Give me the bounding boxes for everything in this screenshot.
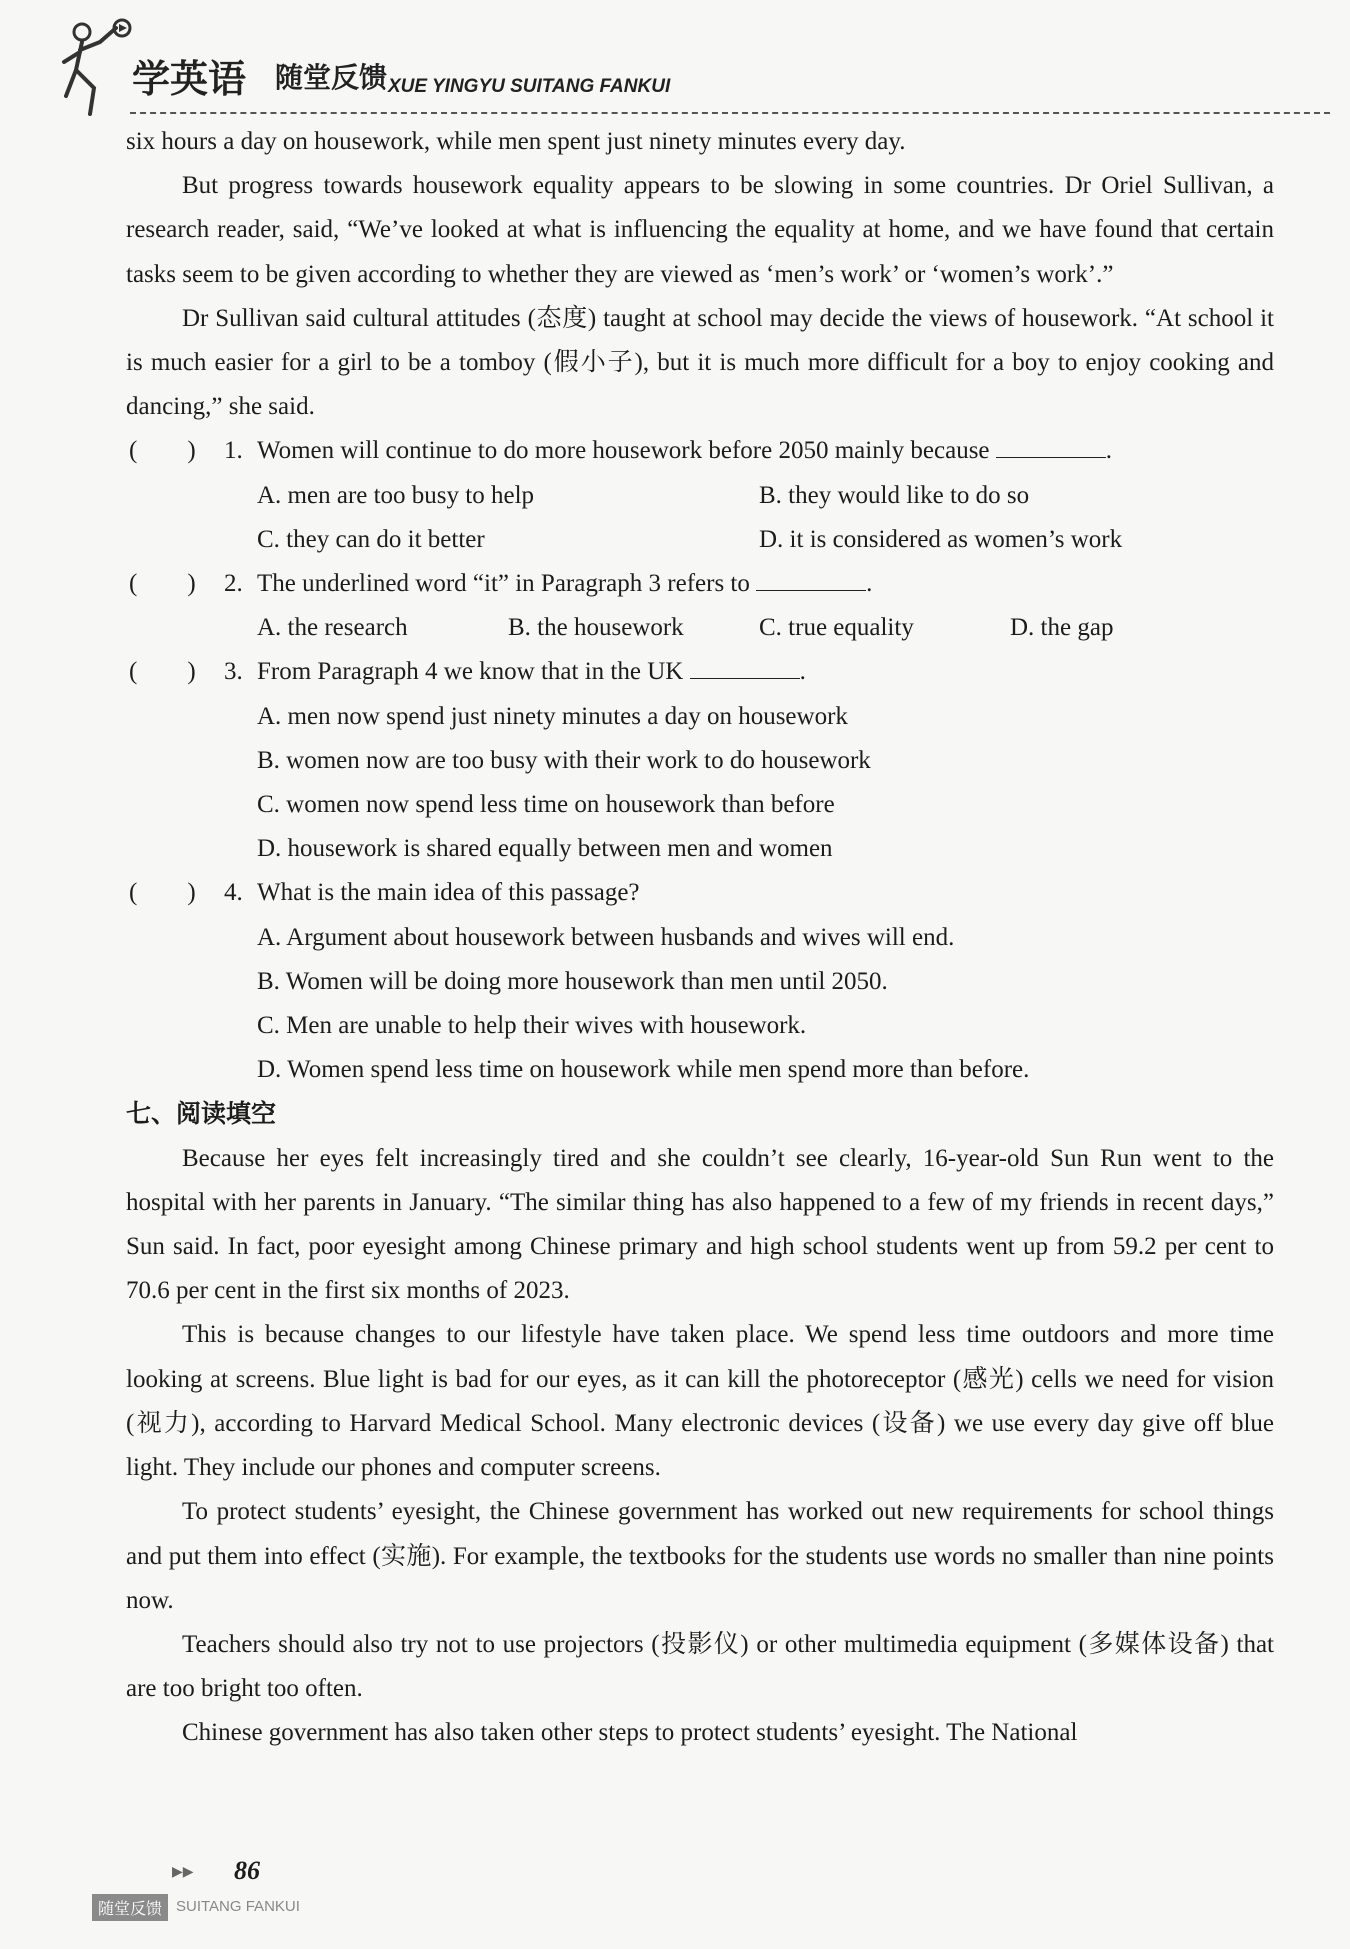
options-row	[126, 606, 1274, 650]
footer-tag-pinyin: SUITANG FANKUI	[176, 1898, 300, 1915]
question-end: .	[866, 570, 873, 598]
option: D. housework is shared equally between men and women	[257, 835, 833, 863]
passage-b-paragraph: To protect students’ eyesight, the Chinese government has worked out new requirements for school things and put them into effect (实施). For example, the textbooks for the students use words no smaller than nine points now.	[126, 1498, 1274, 1614]
question-number: 3.	[224, 658, 243, 686]
option: A. Argument about housework between husbands and wives will end.	[257, 923, 955, 951]
question-number: 2.	[224, 570, 243, 598]
question-4	[126, 871, 1274, 915]
passage-b-paragraph: Teachers should also try not to use projectors (投影仪) or other multimedia equipment (多媒体设备) that are too bright too often.	[126, 1630, 1274, 1703]
option: A. men now spend just ninety minutes a day on housework	[257, 702, 848, 730]
passage-b-paragraph: This is because changes to our lifestyle have taken place. We spend less time outdoors and more time looking at screens. Blue light is bad for our eyes, as it can kill the photoreceptor (感光) cells we need for vision (视力), according to Harvard Medical School. Many electronic devices (设备) we use every day give off blue light. They include our phones and computer screens.	[126, 1321, 1274, 1482]
answer-bracket[interactable]: ( )	[129, 437, 196, 465]
passage-b-paragraph: Because her eyes felt increasingly tired and she couldn’t see clearly, 16-year-old Sun Run went to the hospital with her parents in January. “The similar thing has also happened to a few of my friends in recent days,” Sun said. In fact, poor eyesight among Chinese primary and high school students went up from 59.2 per cent to 70.6 per cent in the first six months of 2023.	[126, 1144, 1274, 1305]
option: C. they can do it better	[257, 525, 485, 553]
option: B. women now are too busy with their work to do housework	[257, 746, 871, 774]
header-divider	[130, 112, 1330, 114]
question-end: .	[1105, 437, 1113, 465]
passage-a-paragraph: But progress towards housework equality appears to be slowing in some countries. Dr Oriel Sullivan, a research reader, said, “We’ve looked at what is influencing the equality at home, and we have found that certain tasks seem to be given according to whether they are viewed as ‘men’s work’ or ‘women’s work’.”	[126, 172, 1274, 288]
question-3	[126, 650, 1274, 694]
running-figure-icon	[60, 18, 140, 118]
option: D. it is considered as women’s work	[759, 525, 1123, 553]
option: C. Men are unable to help their wives with housework.	[257, 1012, 807, 1040]
answer-blank[interactable]	[756, 568, 866, 591]
arrow-icon: ▶▶	[172, 1865, 194, 1880]
page-content	[126, 120, 1274, 1756]
brand-subtitle: 随堂反馈	[275, 61, 388, 94]
page-footer	[92, 1856, 352, 1926]
options-row	[126, 474, 1274, 518]
answer-blank[interactable]	[690, 656, 800, 679]
question-number: 4.	[224, 879, 243, 907]
answer-bracket[interactable]: ( )	[129, 658, 196, 686]
question-stem: What is the main idea of this passage?	[257, 879, 640, 907]
passage-a-paragraph: six hours a day on housework, while men spent just ninety minutes every day.	[126, 128, 906, 155]
question-number: 1.	[224, 437, 243, 465]
option: D. the gap	[1010, 614, 1114, 642]
brand-title: 学英语	[132, 57, 247, 101]
option: C. true equality	[759, 614, 914, 642]
option: A. men are too busy to help	[257, 481, 535, 509]
passage-b-paragraph: Chinese government has also taken other steps to protect students’ eyesight. The National	[182, 1719, 1078, 1747]
option: D. Women spend less time on housework while men spend more than before.	[257, 1056, 1030, 1084]
option: A. the research	[257, 614, 408, 642]
answer-bracket[interactable]: ( )	[129, 879, 196, 907]
answer-bracket[interactable]: ( )	[129, 570, 196, 598]
answer-blank[interactable]	[996, 435, 1106, 458]
section-title: 七、阅读填空	[126, 1099, 277, 1129]
option: B. the housework	[508, 614, 684, 642]
brand-pinyin: XUE YINGYU SUITANG FANKUI	[388, 76, 671, 97]
page-number: 86	[234, 1856, 260, 1885]
question-1	[126, 429, 1274, 473]
option: B. they would like to do so	[759, 481, 1030, 509]
question-end: .	[799, 658, 806, 686]
passage-a-paragraph: Dr Sullivan said cultural attitudes (态度) taught at school may decide the views of housework. “At school it is much easier for a girl to be a tomboy (假小子), but it is much more difficult for a boy to enjoy cooking and dancing,” she said.	[126, 304, 1274, 421]
options-row	[126, 518, 1274, 562]
option: C. women now spend less time on housework than before	[257, 791, 835, 819]
footer-tag: 随堂反馈	[92, 1894, 168, 1921]
question-2	[126, 562, 1274, 606]
option: B. Women will be doing more housework than men until 2050.	[257, 967, 888, 995]
question-stem: Women will continue to do more housework before 2050 mainly because	[257, 437, 990, 465]
question-stem: The underlined word “it” in Paragraph 3 refers to	[257, 570, 750, 598]
question-stem: From Paragraph 4 we know that in the UK	[257, 658, 684, 686]
page-header	[60, 18, 1300, 118]
